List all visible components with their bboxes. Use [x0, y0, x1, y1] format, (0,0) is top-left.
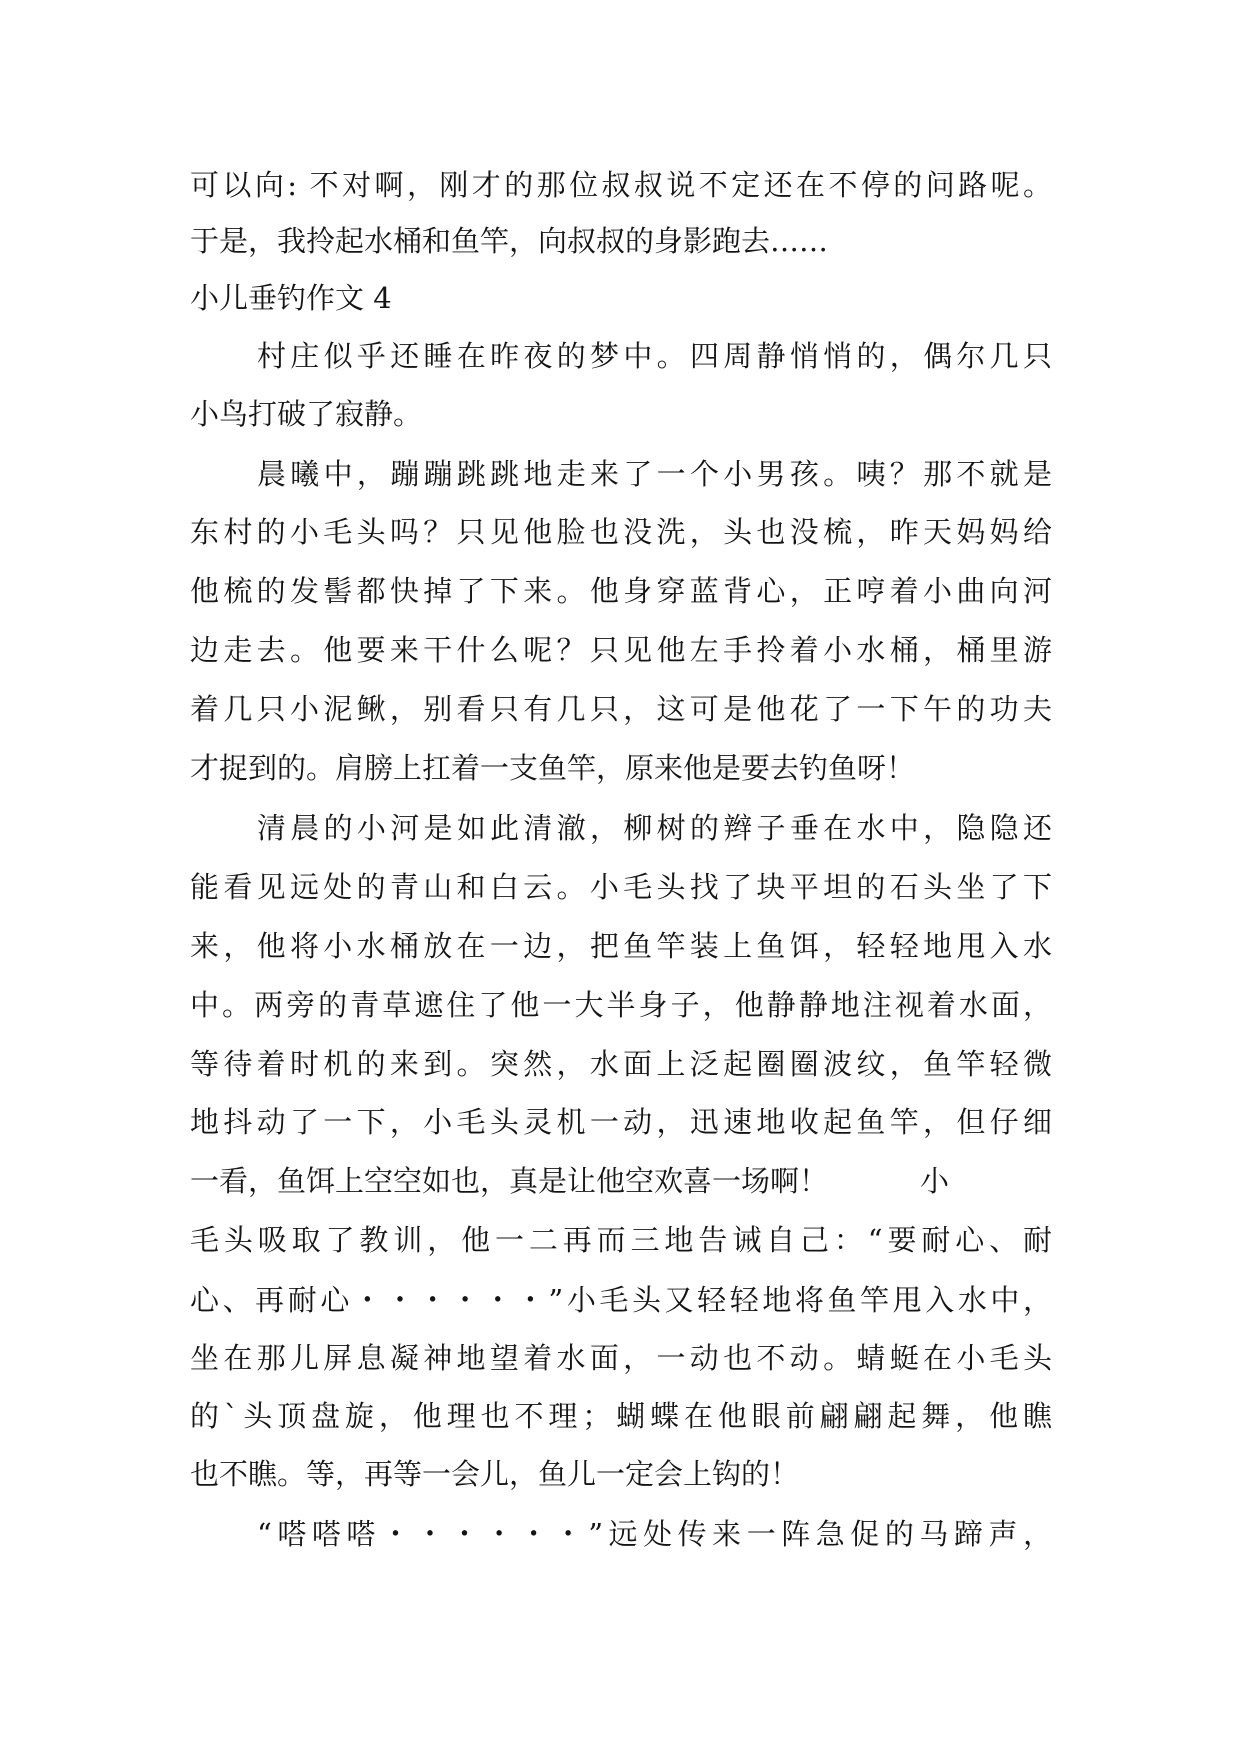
- text-line: 晨曦中，蹦蹦跳跳地走来了一个小男孩。咦？那不就是: [257, 457, 1052, 491]
- text-line: 能看见远处的青山和白云。小毛头找了块平坦的石头坐了下: [190, 870, 1052, 904]
- text-line-tail: 小: [920, 1164, 950, 1198]
- text-line: 才捉到的。肩膀上扛着一支鱼竿，原来他是要去钓鱼呀！: [190, 751, 916, 785]
- text-line: 边走去。他要来干什么呢？只见他左手拎着小水桶，桶里游: [190, 633, 1052, 667]
- text-line: “嗒嗒嗒・・・・・・”远处传来一阵急促的马蹄声，: [257, 1517, 1052, 1551]
- text-line: 等待着时机的来到。突然，水面上泛起圈圈波纹，鱼竿轻微: [190, 1047, 1052, 1081]
- text-line: 清晨的小河是如此清澈，柳树的辫子垂在水中，隐隐还: [257, 811, 1052, 845]
- text-line: 于是，我拎起水桶和鱼竿，向叔叔的身影跑去……: [190, 224, 829, 258]
- text-line: 坐在那儿屏息凝神地望着水面，一动也不动。蜻蜓在小毛头: [190, 1341, 1052, 1375]
- text-line: 毛头吸取了教训，他一二再而三地告诫自己：“要耐心、耐: [190, 1223, 1052, 1257]
- text-line: 来，他将小水桶放在一边，把鱼竿装上鱼饵，轻轻地甩入水: [190, 929, 1052, 963]
- text-line-main: 一看，鱼饵上空空如也，真是让他空欢喜一场啊！: [190, 1164, 829, 1198]
- text-line: 小鸟打破了寂静。: [190, 397, 423, 431]
- text-line: 也不瞧。等，再等一会儿，鱼儿一定会上钩的！: [190, 1457, 800, 1491]
- section-heading: 小儿垂钓作文 4: [190, 281, 392, 315]
- text-line: [190, 1161, 1052, 1201]
- text-line: 的`头顶盘旋，他理也不理；蝴蝶在他眼前翩翩起舞，他瞧: [190, 1399, 1052, 1433]
- text-line: 着几只小泥鳅，别看只有几只，这可是他花了一下午的功夫: [190, 692, 1052, 726]
- text-line: 东村的小毛头吗？只见他脸也没洗，头也没梳，昨天妈妈给: [190, 515, 1052, 549]
- text-line: 中。两旁的青草遮住了他一大半身子，他静静地注视着水面，: [190, 988, 1052, 1022]
- text-line: 他梳的发髻都快掉了下来。他身穿蓝背心，正哼着小曲向河: [190, 574, 1052, 608]
- text-line: 村庄似乎还睡在昨夜的梦中。四周静悄悄的，偶尔几只: [257, 339, 1052, 373]
- text-line: 心、再耐心・・・・・・”小毛头又轻轻地将鱼竿甩入水中，: [190, 1283, 1052, 1317]
- text-line: 可以向: 不对啊，刚才的那位叔叔说不定还在不停的问路呢。: [190, 168, 1052, 202]
- text-line: 地抖动了一下，小毛头灵机一动，迅速地收起鱼竿，但仔细: [190, 1105, 1052, 1139]
